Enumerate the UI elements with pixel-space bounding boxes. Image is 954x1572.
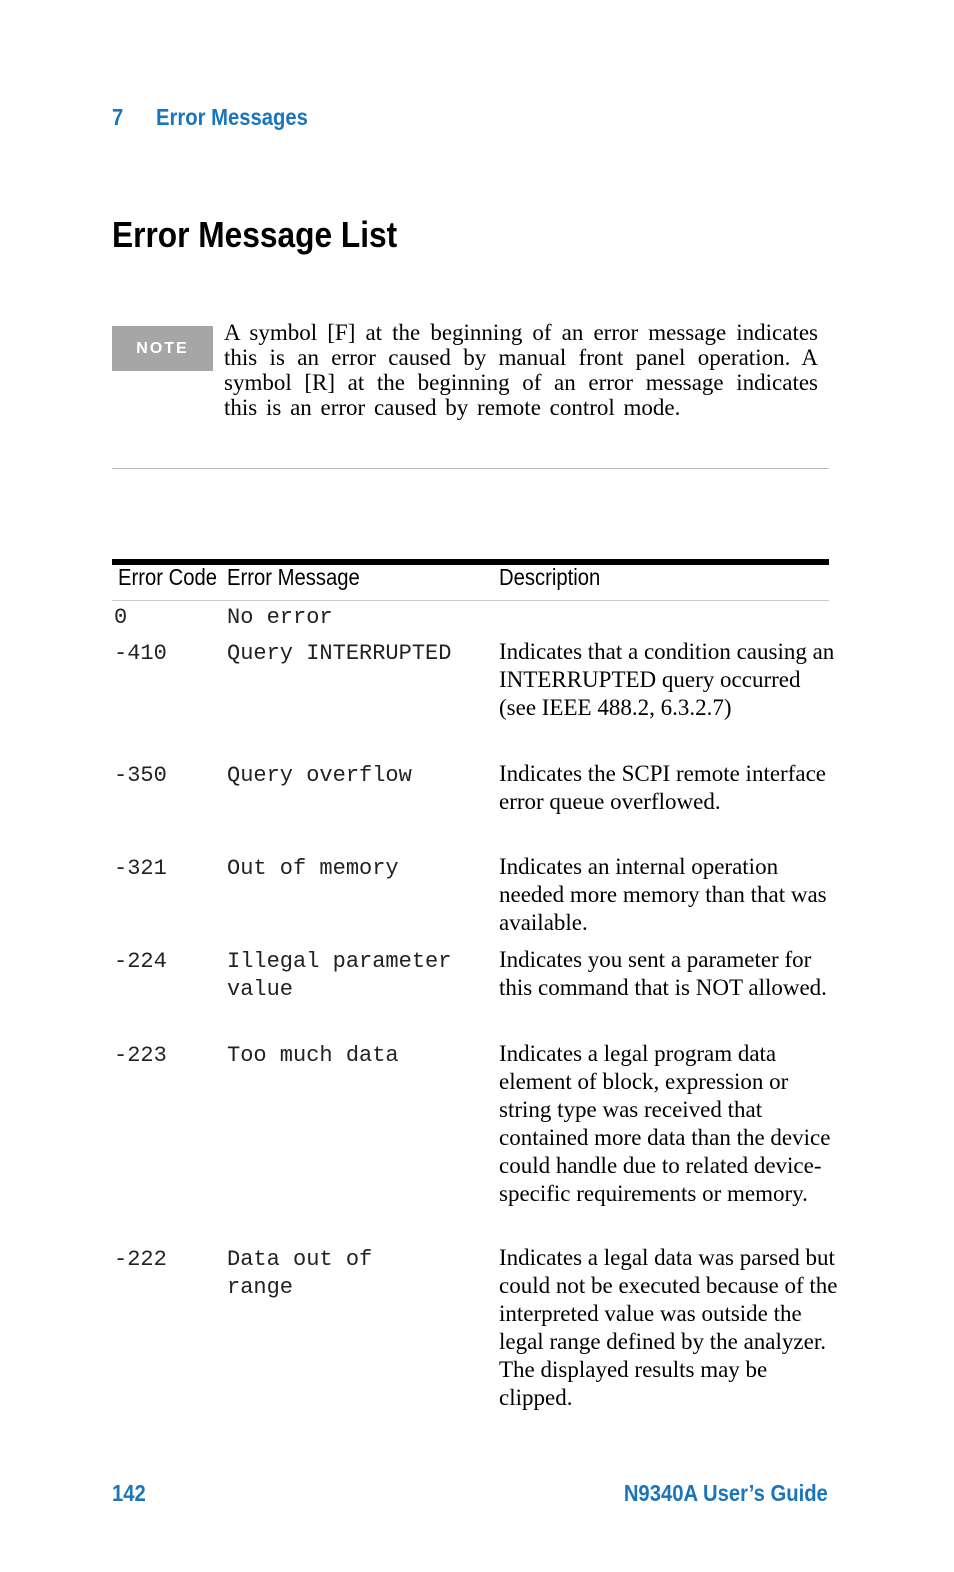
note-badge: NOTE bbox=[112, 326, 213, 371]
error-description: Indicates the SCPI remote interface error queue overflowed. bbox=[499, 761, 826, 814]
chapter-header bbox=[112, 104, 308, 131]
note-text: A symbol [F] at the beginning of an error message indicates this is an error caused by manual front panel operation. A symbol [R] at the beginning of an error message indicates this is an error caused by remote control mode. bbox=[224, 320, 818, 420]
error-description: Indicates an internal operation needed more memory than that was available. bbox=[499, 854, 827, 935]
error-message: No error bbox=[227, 605, 333, 630]
page-title: Error Message List bbox=[112, 214, 398, 255]
error-description: Indicates a legal data was parsed but could not be executed because of the interpreted value was outside the legal range defined by the analyzer. The displayed results may be clipped. bbox=[499, 1245, 838, 1410]
error-description: Indicates that a condition causing an INTERRUPTED query occurred (see IEEE 488.2, 6.3.2.7) bbox=[499, 639, 835, 720]
page-number: 142 bbox=[112, 1480, 146, 1506]
guide-title: N9340A User’s Guide bbox=[624, 1480, 828, 1506]
error-code: -410 bbox=[114, 641, 167, 666]
header-divider bbox=[112, 600, 829, 601]
error-message: Query INTERRUPTED bbox=[227, 641, 452, 666]
error-message: Query overflow bbox=[227, 763, 412, 788]
note-divider bbox=[112, 468, 829, 469]
error-code: -321 bbox=[114, 856, 167, 881]
error-description: Indicates a legal program data element of block, expression or string type was received that contained more data than the device could handle due to related device-specific requirements or memory. bbox=[499, 1041, 831, 1206]
error-message: Too much data bbox=[227, 1043, 399, 1068]
header-error-message: Error Message bbox=[227, 564, 360, 590]
header-error-code: Error Code bbox=[118, 564, 217, 590]
header-description: Description bbox=[499, 564, 601, 590]
error-code: -222 bbox=[114, 1247, 167, 1272]
error-description: Indicates you sent a parameter for this command that is NOT allowed. bbox=[499, 947, 827, 1000]
chapter-title: Error Messages bbox=[156, 104, 308, 130]
error-code: -224 bbox=[114, 949, 167, 974]
error-code: 0 bbox=[114, 605, 128, 630]
error-message: Data out of range bbox=[227, 1247, 386, 1300]
error-message: Illegal parameter value bbox=[227, 949, 465, 1002]
chapter-number: 7 bbox=[112, 104, 124, 130]
error-code: -350 bbox=[114, 763, 167, 788]
error-code: -223 bbox=[114, 1043, 167, 1068]
table-top-rule bbox=[112, 559, 829, 565]
error-message: Out of memory bbox=[227, 856, 399, 881]
